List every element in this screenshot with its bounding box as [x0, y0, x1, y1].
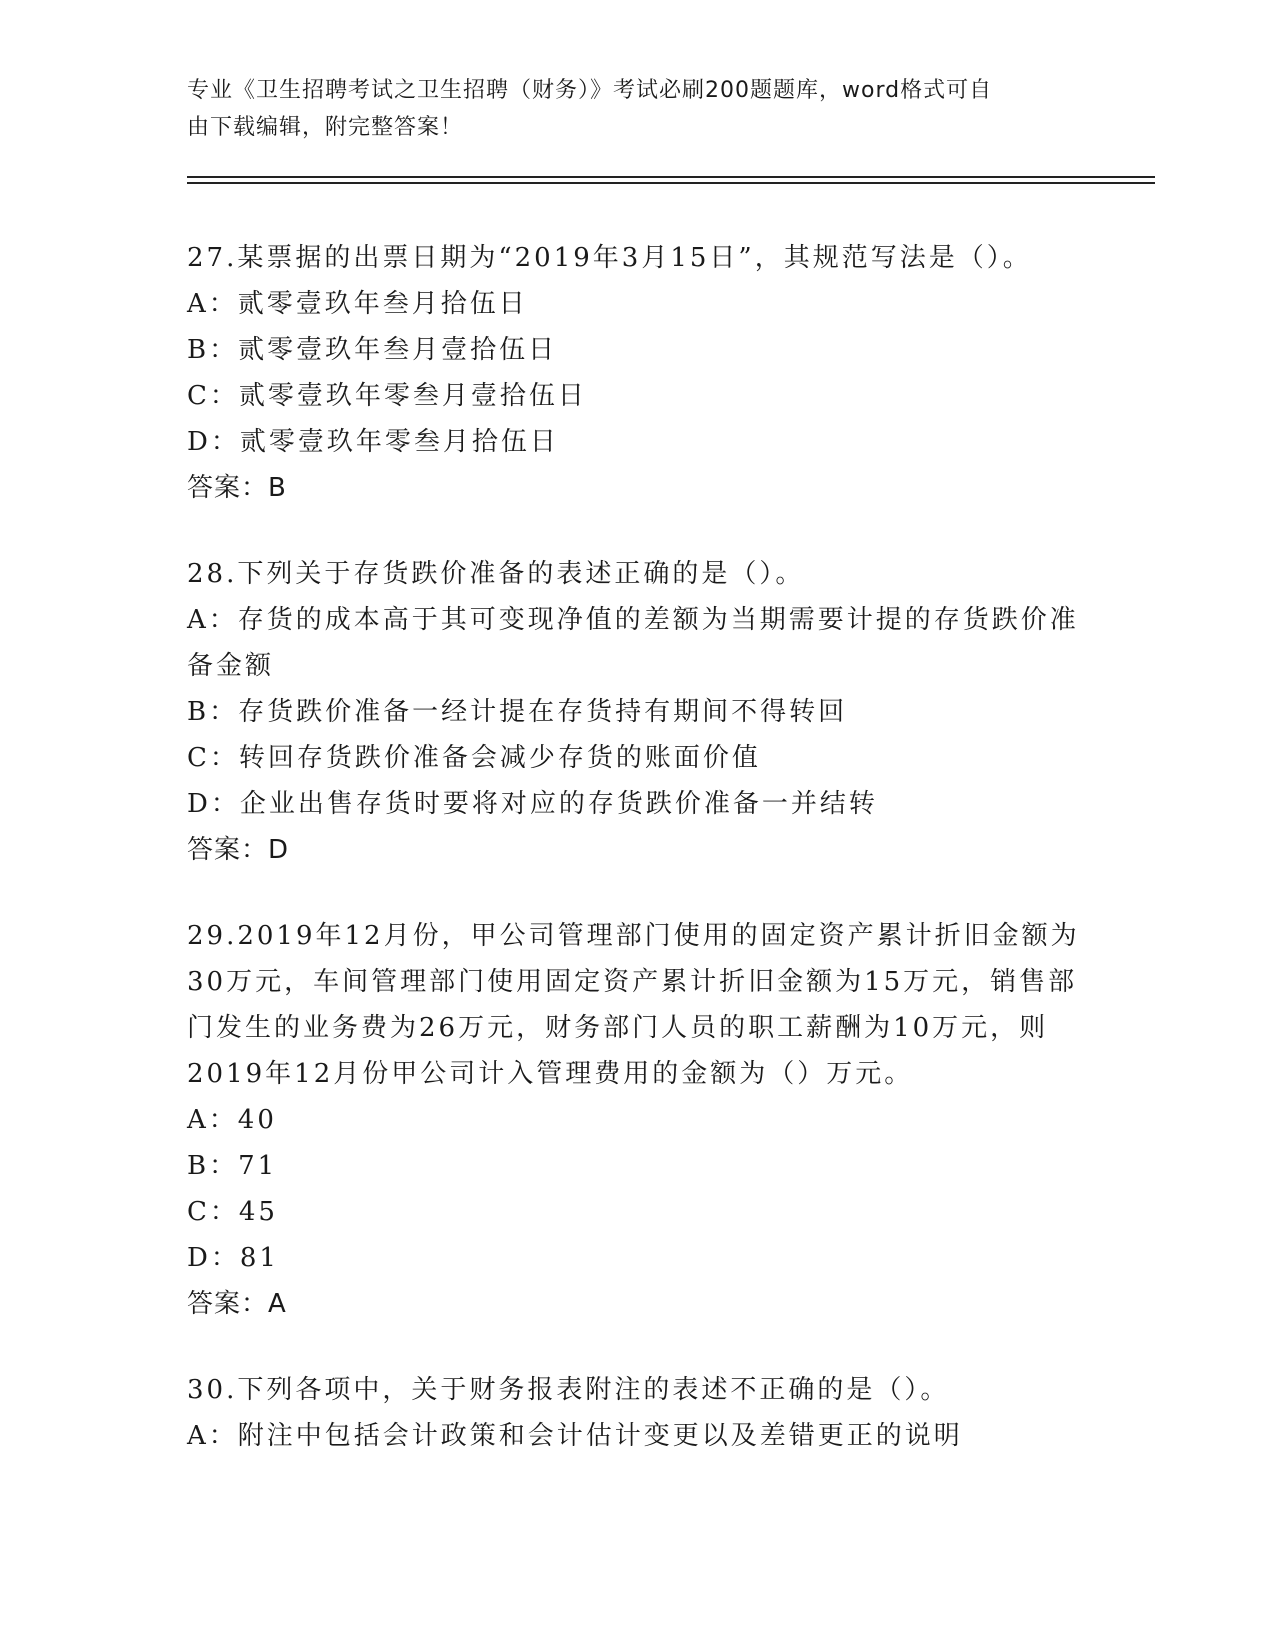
option-a: A：存货的成本高于其可变现净值的差额为当期需要计提的存货跌价准 [187, 605, 1079, 635]
header-line-1: 专业《卫生招聘考试之卫生招聘（财务）》考试必刷200题题库，word格式可自 [187, 78, 993, 103]
option-a: A：贰零壹玖年叁月拾伍日 [187, 289, 528, 319]
question-stem-line: 门发生的业务费为26万元，财务部门人员的职工薪酬为10万元，则 [187, 1013, 1049, 1043]
question-stem-line: 29.2019年12月份，甲公司管理部门使用的固定资产累计折旧金额为 [187, 921, 1080, 951]
header-line-2: 由下载编辑，附完整答案！ [187, 115, 464, 140]
question-28 [187, 551, 1087, 873]
question-stem-line: 28.下列关于存货跌价准备的表述正确的是（）。 [187, 559, 805, 589]
option-c: C：45 [187, 1197, 278, 1227]
question-stem-line: 27.某票据的出票日期为“2019年3月15日”，其规范写法是（）。 [187, 243, 1032, 273]
option-d: D：81 [187, 1243, 279, 1273]
option-a: A：40 [187, 1105, 277, 1135]
option-c: C：贰零壹玖年零叁月壹拾伍日 [187, 381, 587, 411]
header-divider-top [187, 176, 1155, 178]
header-divider-bottom [187, 182, 1155, 184]
question-30 [187, 1367, 1087, 1459]
option-a-continuation: 备金额 [187, 651, 275, 681]
question-stem-line: 30万元，车间管理部门使用固定资产累计折旧金额为15万元，销售部 [187, 967, 1078, 997]
answer-line: 答案：D [187, 835, 290, 865]
option-b: B：存货跌价准备一经计提在存货持有期间不得转回 [187, 697, 848, 727]
question-stem-line: 2019年12月份甲公司计入管理费用的金额为（）万元。 [187, 1059, 914, 1089]
option-a: A：附注中包括会计政策和会计估计变更以及差错更正的说明 [187, 1421, 963, 1451]
option-b: B：贰零壹玖年叁月壹拾伍日 [187, 335, 558, 365]
document-header [187, 72, 1067, 146]
question-stem-line: 30.下列各项中，关于财务报表附注的表述不正确的是（）。 [187, 1375, 950, 1405]
question-29 [187, 913, 1087, 1327]
question-27 [187, 235, 1087, 511]
option-d: D：贰零壹玖年零叁月拾伍日 [187, 427, 559, 457]
option-d: D：企业出售存货时要将对应的存货跌价准备一并结转 [187, 789, 878, 819]
answer-line: 答案：B [187, 473, 287, 503]
option-b: B：71 [187, 1151, 278, 1181]
answer-line: 答案：A [187, 1289, 287, 1319]
question-list [187, 235, 1087, 1499]
option-c: C：转回存货跌价准备会减少存货的账面价值 [187, 743, 761, 773]
